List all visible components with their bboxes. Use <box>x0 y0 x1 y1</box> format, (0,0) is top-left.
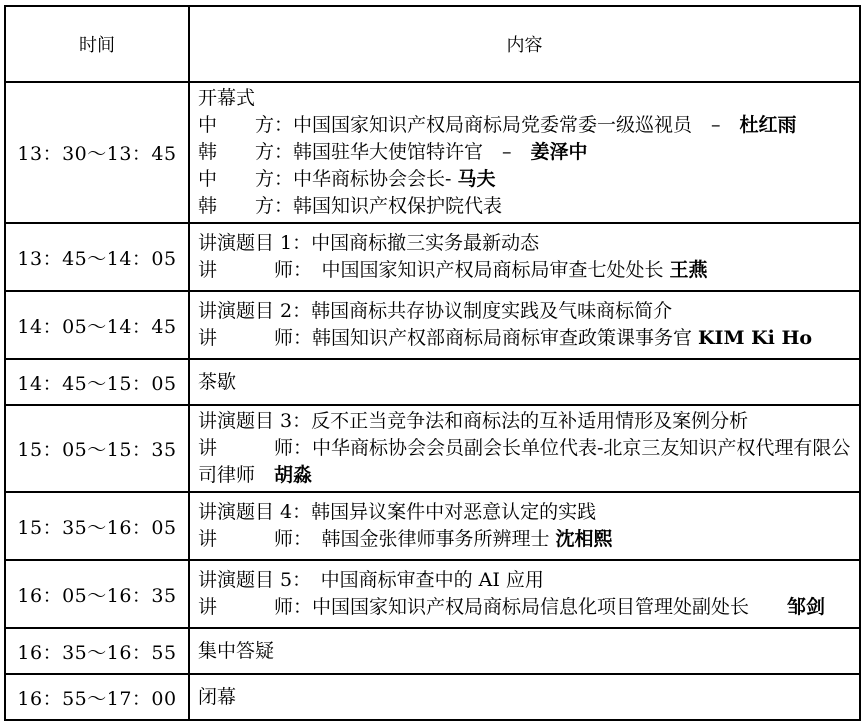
table-row <box>5 82 860 223</box>
table-row <box>5 628 860 674</box>
content-cell <box>189 628 860 674</box>
content-line <box>198 594 853 621</box>
speaker-name: 邹剑 <box>787 596 826 618</box>
content-line <box>198 567 853 594</box>
speaker-name: 杜红雨 <box>739 114 797 136</box>
content-line <box>198 139 853 166</box>
header-content: 内容 <box>189 6 860 82</box>
speaker-name: 胡淼 <box>274 464 313 486</box>
line-text: 讲演题目 2：韩国商标共存协议制度实践及气味商标简介 <box>198 300 673 322</box>
content-cell <box>189 359 860 405</box>
content-line <box>198 193 853 220</box>
line-text: 集中答疑 <box>198 639 275 662</box>
line-text: 讲演题目 4：韩国异议案件中对恶意认定的实践 <box>198 501 597 523</box>
line-text: 讲演题目 5： 中国商标审查中的 AI 应用 <box>198 569 544 591</box>
content-cell <box>189 492 860 560</box>
content-cell <box>189 560 860 628</box>
speaker-name: KIM Ki Ho <box>698 327 813 349</box>
line-text: 开幕式 <box>198 87 256 109</box>
line-text: 讲演题目 3：反不正当竞争法和商标法的互补适用情形及案例分析 <box>198 410 749 432</box>
time-cell: 13：30～13：45 <box>5 82 189 223</box>
content-line <box>198 298 853 325</box>
content-line <box>198 684 853 711</box>
content-line <box>198 369 853 396</box>
time-cell: 16：05～16：35 <box>5 560 189 628</box>
speaker-name: 姜泽中 <box>530 141 588 163</box>
content-line <box>198 638 853 665</box>
time-cell: 15：35～16：05 <box>5 492 189 560</box>
content-cell <box>189 291 860 359</box>
time-cell: 16：35～16：55 <box>5 628 189 674</box>
table-row <box>5 492 860 560</box>
line-text: 讲演题目 1：中国商标撤三实务最新动态 <box>198 232 540 254</box>
agenda-body <box>5 82 860 720</box>
content-cell <box>189 674 860 720</box>
line-text: 讲 师：中华商标协会会员副会长单位代表-北京三友知识产权代理有限公司律师 <box>198 437 851 486</box>
content-line <box>198 85 853 112</box>
content-line <box>198 408 853 435</box>
content-line <box>198 435 853 489</box>
line-text: 中 方：中国国家知识产权局商标局党委常委一级巡视员 – <box>198 114 740 136</box>
time-cell: 16：55～17：00 <box>5 674 189 720</box>
line-text: 讲 师：中国国家知识产权局商标局信息化项目管理处副处长 <box>198 596 788 618</box>
time-cell: 15：05～15：35 <box>5 405 189 492</box>
time-cell: 14：45～15：05 <box>5 359 189 405</box>
table-row <box>5 359 860 405</box>
line-text: 讲 师： 中国国家知识产权局商标局审查七处处长 <box>198 259 670 281</box>
line-text: 中 方：中华商标协会会长- <box>198 168 458 190</box>
content-line <box>198 166 853 193</box>
time-cell: 13：45～14：05 <box>5 223 189 291</box>
content-line <box>198 526 853 553</box>
content-line <box>198 325 853 352</box>
agenda-table <box>4 5 861 721</box>
speaker-name: 王燕 <box>669 259 708 281</box>
content-line <box>198 499 853 526</box>
content-line <box>198 230 853 257</box>
content-cell <box>189 405 860 492</box>
time-cell: 14：05～14：45 <box>5 291 189 359</box>
line-text: 韩 方：韩国驻华大使馆特许官 – <box>198 141 531 163</box>
table-row <box>5 291 860 359</box>
speaker-name: 马夫 <box>457 168 496 190</box>
table-row <box>5 674 860 720</box>
content-line <box>198 112 853 139</box>
line-text: 讲 师： 韩国金张律师事务所辨理士 <box>198 528 556 550</box>
table-row <box>5 405 860 492</box>
header-row <box>5 6 860 82</box>
speaker-name: 沈相熙 <box>555 528 613 550</box>
content-cell <box>189 82 860 223</box>
line-text: 韩 方：韩国知识产权保护院代表 <box>198 195 503 217</box>
table-row <box>5 223 860 291</box>
header-time: 时间 <box>5 6 189 82</box>
content-cell <box>189 223 860 291</box>
table-row <box>5 560 860 628</box>
line-text: 茶歇 <box>198 370 237 393</box>
line-text: 讲 师：韩国知识产权部商标局商标审查政策课事务官 <box>198 327 699 349</box>
line-text: 闭幕 <box>198 685 237 708</box>
content-line <box>198 257 853 284</box>
